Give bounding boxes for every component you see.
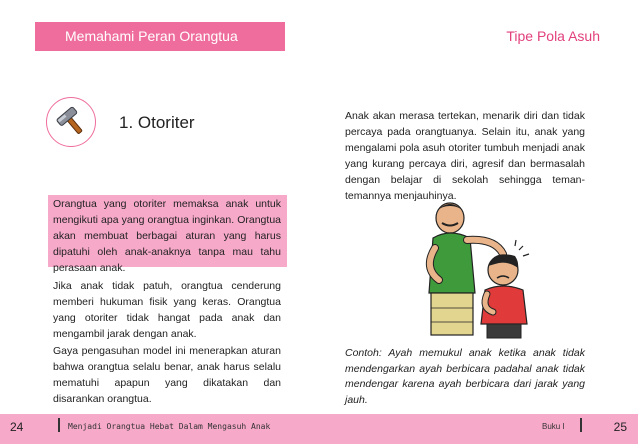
left-paragraph-2: Jika anak tidak patuh, orangtua cenderung memberi hukuman fisik yang keras. Orangtua yang otoriter tidak hangat pada anak dan mengambil jarak dengan anak. [53,280,281,340]
footer-book-title: Menjadi Orangtua Hebat Dalam Mengasuh Anak [68,422,271,431]
illustration-caption: Contoh: Ayah memukul anak ketika anak tidak mendengarkan ayah berbicara padahal anak tidak mendengar karena ayah berbicara dari jarak yang jauh. [345,347,585,406]
father-hitting-child-illustration [415,198,535,340]
highlight-paragraph: Orangtua yang otoriter memaksa anak untuk mengikuti apa yang orangtua inginkan. Orangtua akan membuat berbagai aturan yang harus dipatuhi oleh anak-anaknya tanpa mau tahu perasaan anak. [53,198,281,274]
page-number-left: 24 [10,420,24,434]
header-right-title: Tipe Pola Asuh [506,28,600,44]
section-heading: 1. Otoriter [119,113,195,132]
footer-book-label: Buku I [542,422,565,431]
footer-divider-right [580,418,582,432]
section-icon-badge [46,97,96,147]
header-left-title: Memahami Peran Orangtua [65,28,238,44]
hammer-icon [55,106,87,138]
left-paragraph-3: Gaya pengasuhan model ini menerapkan aturan bahwa orangtua selalu benar, anak harus selalu mematuhi apapun yang dikatakan dan disarankan orangtua. [53,345,281,405]
footer-divider-left [58,418,60,432]
page-number-right: 25 [613,420,627,434]
header-left-bar [35,22,285,51]
right-paragraph-1: Anak akan merasa tertekan, menarik diri dan tidak percaya pada orangtuanya. Selain itu, anak yang mengalami pola asuh otoriter tumbuh menjadi anak yang kurang percaya diri, agresif dan bermasalah dengan belajar di sekolah sehingga teman-temannya menjauhinya. [345,110,585,202]
